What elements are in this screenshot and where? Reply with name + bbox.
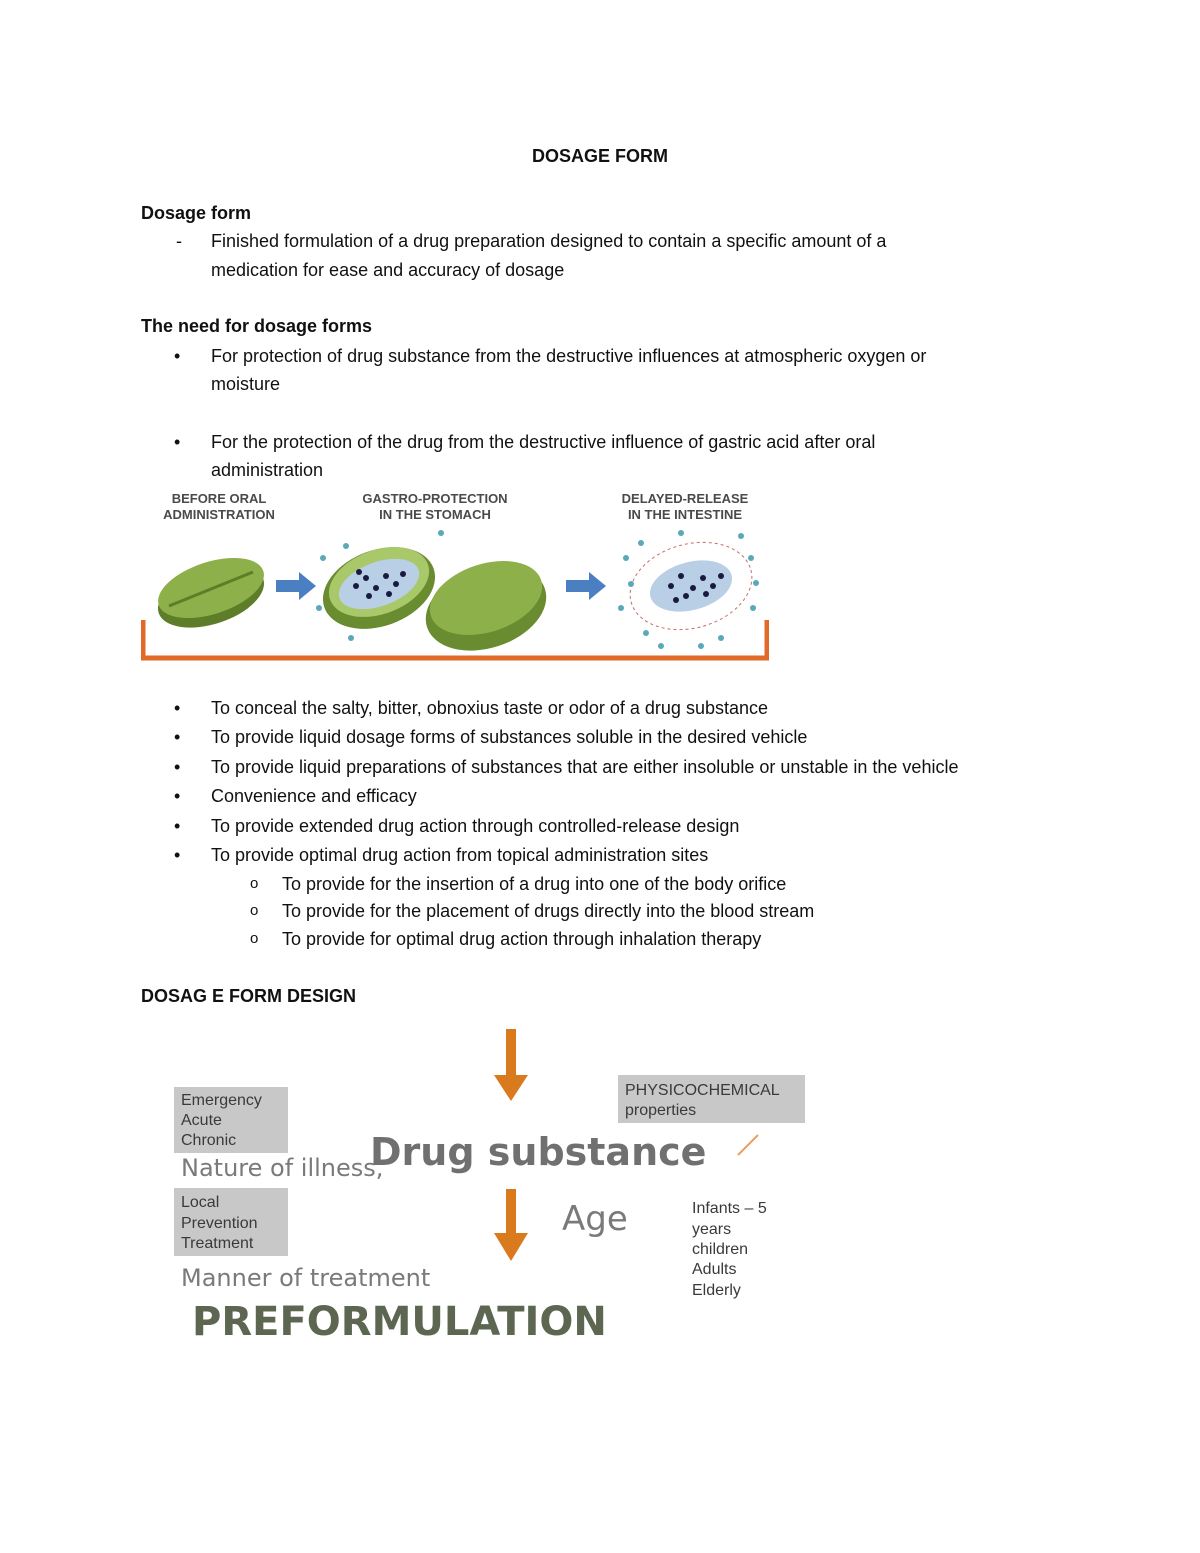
- broken-tablet-icon: [312, 532, 558, 662]
- section-heading-dosage-form: Dosage form: [141, 203, 252, 223]
- arrow-right-icon: [566, 572, 606, 600]
- arrow-down-icon: [494, 1189, 528, 1261]
- drug-substance-label: Drug substance: [370, 1130, 707, 1174]
- intact-tablet-icon: [150, 546, 272, 639]
- section-heading-design: DOSAG E FORM DESIGN: [141, 986, 357, 1006]
- dosage-form-design-figure: [172, 1025, 812, 1345]
- sub-bullet-item: To provide for optimal drug action through inhalation therapy: [282, 929, 762, 949]
- box2-line-3: Treatment: [181, 1235, 254, 1252]
- nature-of-illness-label: Nature of illness,: [181, 1154, 384, 1182]
- bullet-marker: •: [174, 845, 181, 865]
- bullet-marker: •: [174, 757, 181, 777]
- dash-marker: -: [176, 231, 182, 251]
- pointer-line: [738, 1135, 758, 1155]
- released-drug-icon: [620, 529, 762, 642]
- bullet-item: To provide liquid dosage forms of substances soluble in the desired vehicle: [211, 727, 808, 747]
- fig1-label-3-line-2: IN THE INTESTINE: [627, 507, 743, 522]
- bullet-item: To provide liquid preparations of substances that are either insoluble or unstable in the vehicle: [211, 757, 959, 777]
- bullet-marker: •: [174, 786, 181, 806]
- age-list-item: years: [692, 1221, 732, 1238]
- arrow-right-icon: [276, 572, 316, 600]
- bullet-marker: •: [174, 727, 181, 747]
- bullet-marker: •: [174, 432, 181, 452]
- bullet-marker: •: [174, 816, 181, 836]
- sub-bullet-marker: o: [250, 902, 259, 919]
- fig1-label-1-line-1: BEFORE ORAL: [171, 491, 267, 506]
- sub-bullet-item: To provide for the insertion of a drug into one of the body orifice: [282, 874, 787, 894]
- definition-line-2: medication for ease and accuracy of dosage: [211, 260, 565, 280]
- page-title: DOSAGE FORM: [531, 146, 668, 166]
- need-item-1-line-2: moisture: [211, 374, 281, 394]
- sub-bullet-marker: o: [250, 930, 259, 947]
- section-heading-need: The need for dosage forms: [141, 316, 373, 336]
- age-label: Age: [562, 1199, 628, 1239]
- sub-bullet-item: To provide for the placement of drugs directly into the blood stream: [282, 901, 815, 921]
- bullet-item: To conceal the salty, bitter, obnoxius taste or odor of a drug substance: [211, 698, 768, 718]
- fig1-label-1-line-2: ADMINISTRATION: [163, 507, 275, 522]
- box1-line-1: Emergency: [181, 1092, 262, 1109]
- gastro-protection-figure: [141, 488, 769, 662]
- age-list-item: Adults: [692, 1261, 737, 1278]
- box1-line-3: Chronic: [181, 1132, 237, 1149]
- need-item-2-line-1: For the protection of the drug from the destructive influence of gastric acid after oral: [211, 432, 876, 452]
- definition-line-1: Finished formulation of a drug preparation designed to contain a specific amount of a: [211, 231, 887, 251]
- preformulation-label: PREFORMULATION: [192, 1299, 607, 1345]
- need-item-1-line-1: For protection of drug substance from the destructive influences at atmospheric oxygen or: [211, 346, 927, 366]
- bullet-item: Convenience and efficacy: [211, 786, 417, 806]
- age-list-item: Elderly: [692, 1282, 741, 1299]
- bullet-marker: •: [174, 346, 181, 366]
- fig1-label-2-line-2: IN THE STOMACH: [379, 507, 491, 522]
- need-item-2-line-2: administration: [211, 460, 324, 480]
- fig1-label-3-line-1: DELAYED-RELEASE: [621, 491, 749, 506]
- manner-of-treatment-label: Manner of treatment: [181, 1264, 431, 1292]
- box2-line-2: Prevention: [181, 1215, 258, 1232]
- bullet-item: To provide extended drug action through controlled-release design: [211, 816, 740, 836]
- age-list-item: children: [692, 1241, 749, 1258]
- arrow-down-icon: [494, 1029, 528, 1101]
- bullet-item: To provide optimal drug action from topical administration sites: [211, 845, 709, 865]
- box2-line-1: Local: [181, 1194, 220, 1211]
- age-list-item: Infants – 5: [692, 1200, 767, 1217]
- physico-line-2: properties: [625, 1102, 697, 1119]
- fig1-label-2-line-1: GASTRO-PROTECTION: [362, 491, 508, 506]
- physico-line-1: PHYSICOCHEMICAL: [625, 1082, 780, 1099]
- sub-bullet-marker: o: [250, 875, 259, 892]
- bullet-marker: •: [174, 698, 181, 718]
- box1-line-2: Acute: [181, 1112, 222, 1129]
